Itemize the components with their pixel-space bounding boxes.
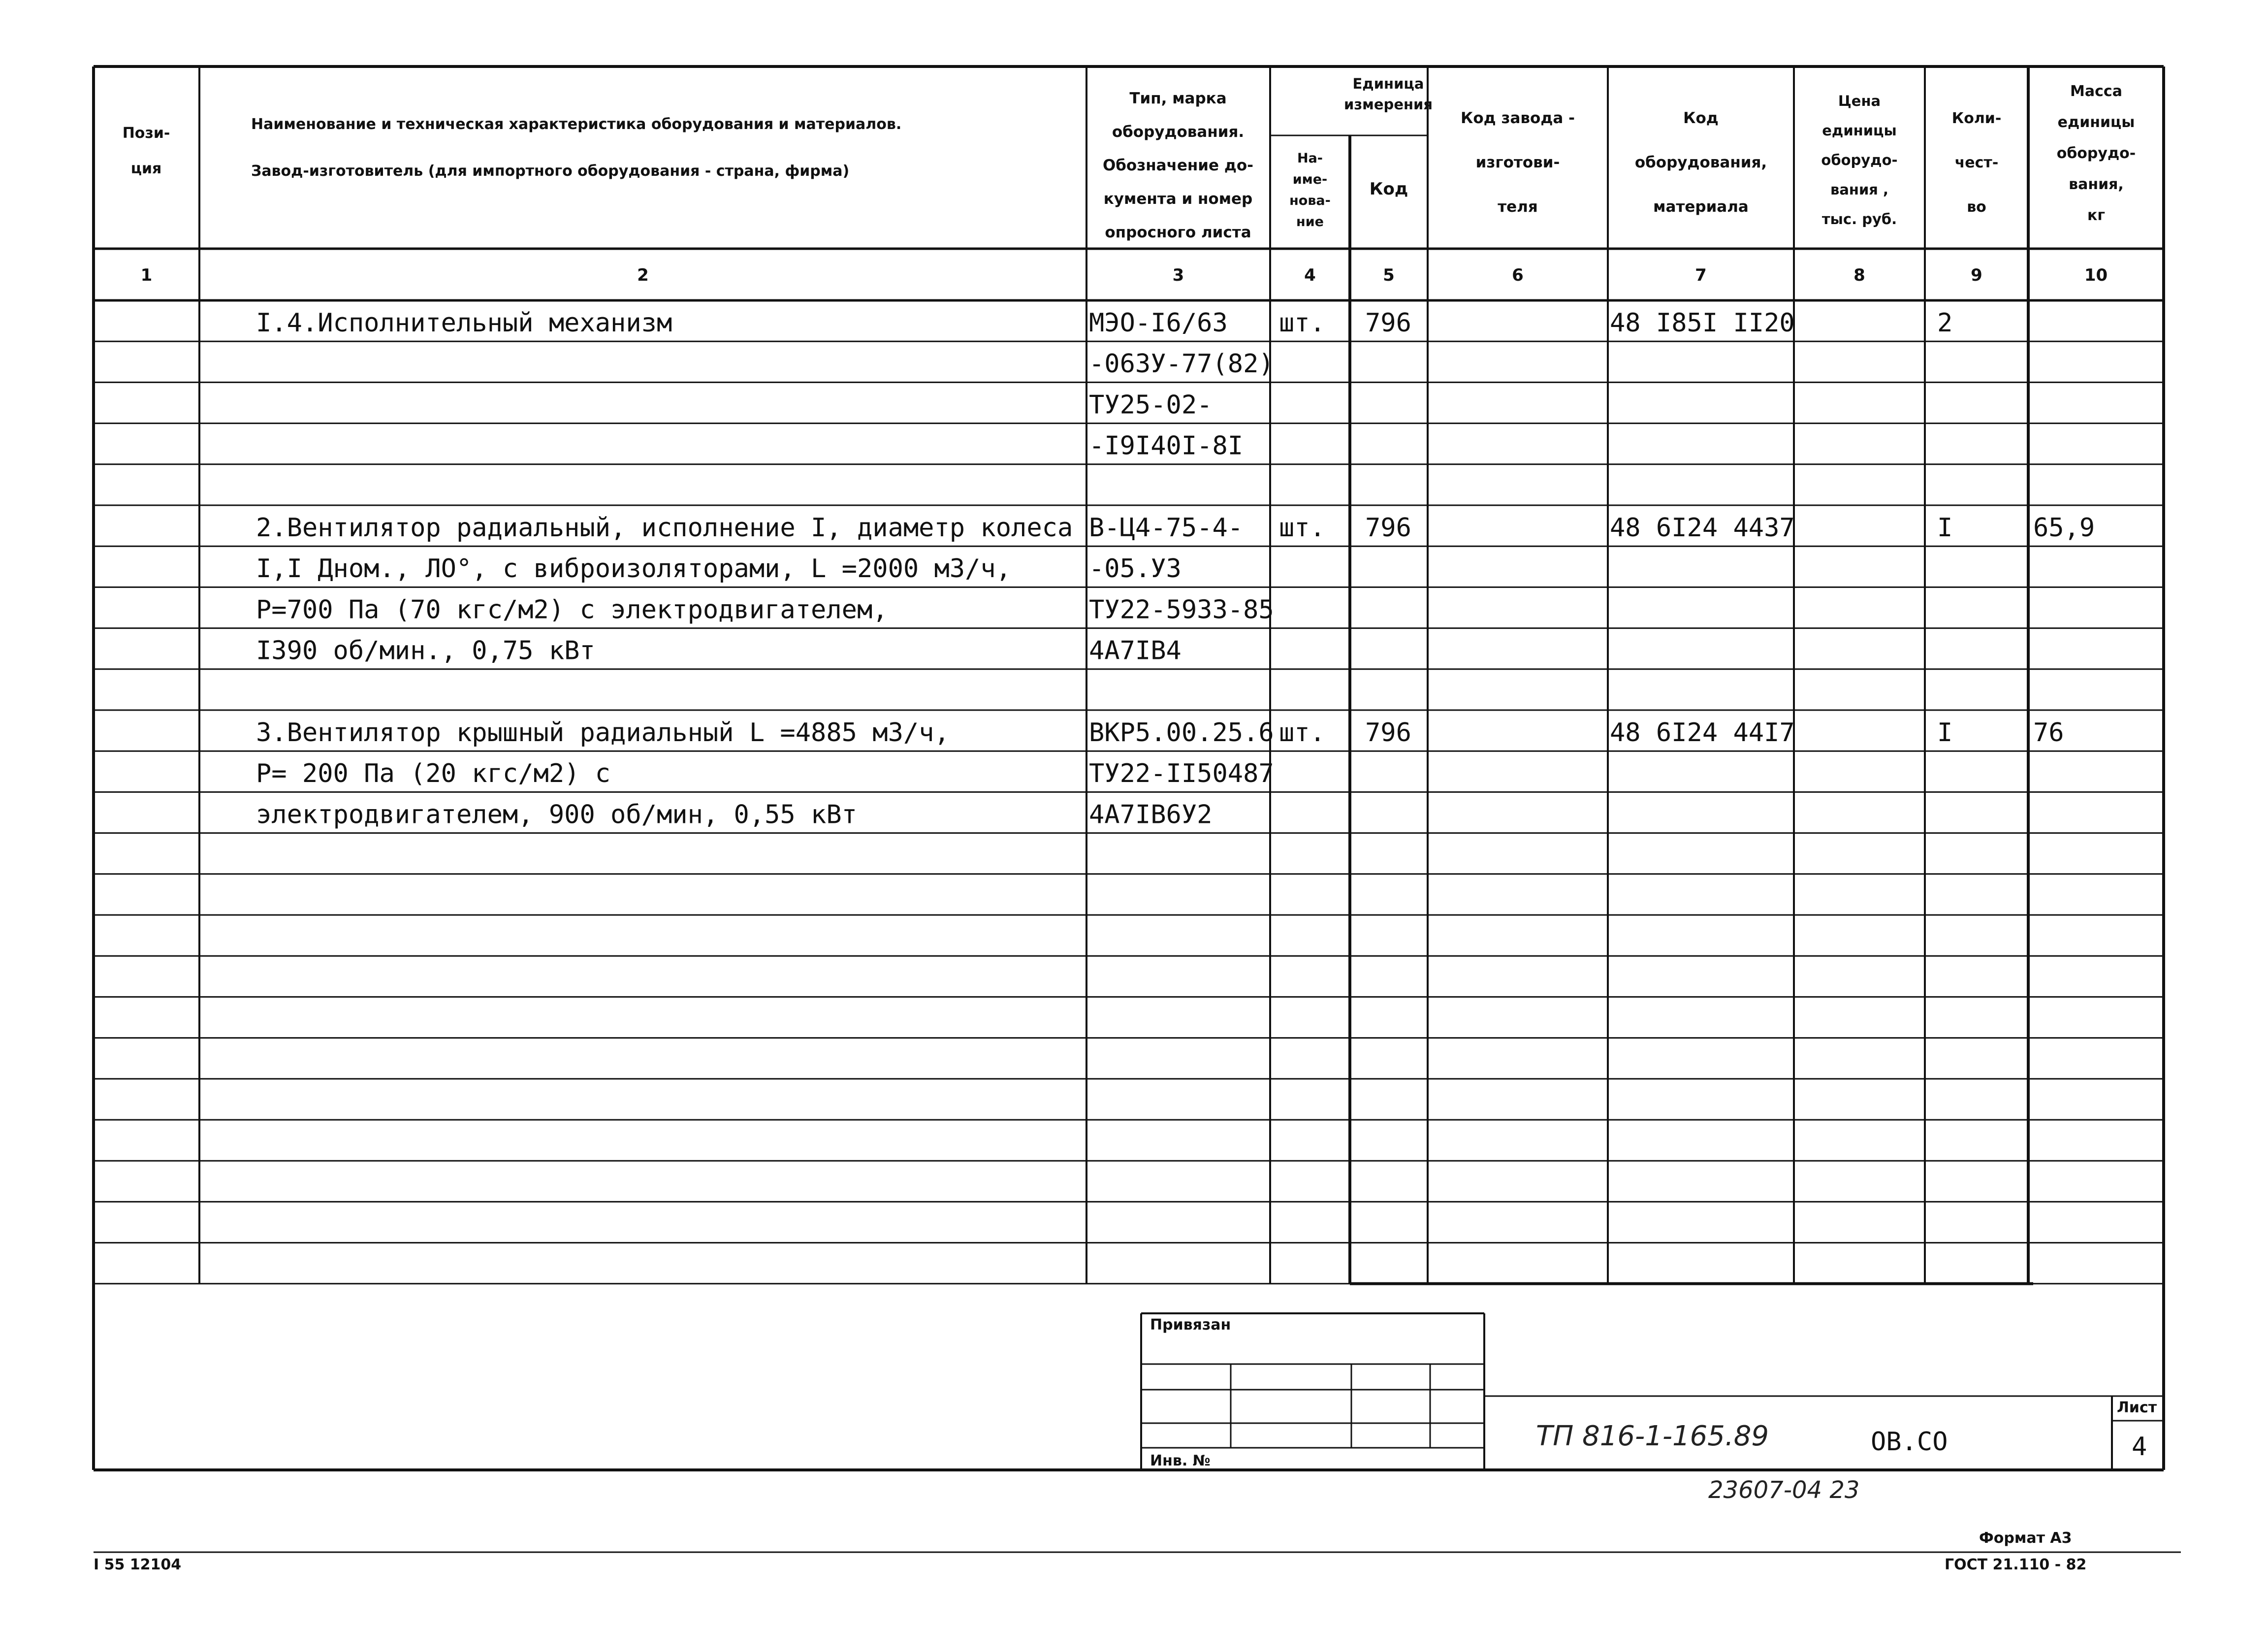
- item-type: -05.У3: [1089, 554, 1182, 584]
- header-price-line: Цена: [1838, 93, 1881, 109]
- column-number: 10: [2084, 265, 2108, 285]
- header-unit-line: Единица: [1352, 75, 1424, 92]
- header-price: [1821, 93, 1897, 228]
- item-unit-code: 796: [1365, 718, 1411, 748]
- item-type: 4А7IВ6У2: [1089, 800, 1213, 830]
- left-code: I 55 12104: [94, 1556, 182, 1573]
- column-number: 8: [1853, 265, 1865, 285]
- header-position: [123, 125, 170, 177]
- item-unit: шт.: [1279, 513, 1325, 543]
- header-type-line: кумента и номер: [1103, 190, 1253, 208]
- column-number: 7: [1695, 265, 1707, 285]
- column-number: 1: [140, 265, 153, 285]
- header-factory-code: [1461, 109, 1575, 216]
- header-mass-line: вания,: [2069, 176, 2124, 193]
- table-row: [1089, 390, 1212, 420]
- item-name: I.4.Исполнительный механизм: [256, 308, 672, 338]
- header-unit-name-line: нова-: [1289, 193, 1331, 208]
- column-number: 3: [1172, 265, 1184, 285]
- title-block: [1150, 1316, 2157, 1504]
- header-position-line: ция: [130, 160, 162, 177]
- item-type: ТУ25-02-: [1089, 390, 1213, 420]
- item-equipment-code: 48 6I24 4437: [1610, 513, 1795, 543]
- item-quantity: I: [1937, 513, 1953, 543]
- table-row: [256, 595, 1274, 624]
- header-qty-line: чест-: [1954, 154, 1999, 171]
- header-mass: [2057, 83, 2136, 224]
- column-number: 6: [1512, 265, 1524, 285]
- item-quantity: I: [1937, 718, 1953, 748]
- item-name: 3.Вентилятор крышный радиальный L =4885 м3/ч,: [256, 718, 950, 748]
- item-quantity: 2: [1937, 308, 1953, 338]
- header-price-line: оборудо-: [1821, 152, 1898, 168]
- item-name: Р= 200 Па (20 кгс/м2) с: [256, 759, 611, 789]
- header-name-line: Завод-изготовитель (для импортного оборудования - страна, фирма): [251, 163, 850, 180]
- table-row: [256, 800, 1212, 829]
- header-qty-line: во: [1967, 198, 1986, 216]
- header-position-line: Пози-: [122, 125, 170, 142]
- item-unit: шт.: [1279, 718, 1325, 748]
- item-type: В-Ц4-75-4-: [1089, 513, 1244, 543]
- sheet-number: 4: [2132, 1432, 2147, 1462]
- header-type-line: оборудования.: [1112, 123, 1245, 141]
- header-unit-name-line: ние: [1296, 214, 1324, 229]
- table-row: [1089, 431, 1243, 461]
- document-code: ТП 816-1-165.89: [1536, 1420, 1769, 1452]
- header-price-line: тыс. руб.: [1821, 211, 1897, 228]
- table-row: [1089, 349, 1274, 379]
- header-name: [251, 116, 901, 180]
- table-row: [256, 718, 2064, 748]
- header-unit-name: [1289, 151, 1331, 229]
- inv-no-label: Инв. №: [1150, 1452, 1211, 1469]
- header-type-line: Тип, марка: [1129, 90, 1227, 107]
- header-equipment-code-line: оборудования,: [1634, 154, 1767, 171]
- item-equipment-code: 48 6I24 44I7: [1610, 718, 1795, 748]
- header-unit-code: [1370, 179, 1408, 199]
- format-label: Формат А3: [1979, 1530, 2072, 1547]
- header-mass-line: кг: [2087, 207, 2106, 224]
- item-name: электродвигателем, 900 об/мин, 0,55 кВт: [256, 800, 857, 830]
- item-name: 2.Вентилятор радиальный, исполнение I, диаметр колеса: [256, 513, 1073, 543]
- privyazan-label: Привязан: [1150, 1316, 1231, 1334]
- table-row: [256, 554, 1182, 584]
- header-type: [1103, 90, 1253, 241]
- header-mass-line: Масса: [2070, 83, 2122, 100]
- handwritten-number: 23607-04 23: [1708, 1476, 1860, 1504]
- header-unit-line: измерения: [1344, 96, 1433, 113]
- header-mass-line: оборудо-: [2056, 145, 2136, 162]
- column-number: 9: [1971, 265, 1982, 285]
- item-type: -I9I40I-8I: [1089, 431, 1244, 461]
- header-price-line: единицы: [1822, 122, 1897, 139]
- column-number: 5: [1383, 265, 1395, 285]
- header-price-line: вания ,: [1830, 181, 1889, 198]
- table-row: [256, 513, 2095, 543]
- table-row: [256, 636, 1182, 666]
- header-mass-line: единицы: [2057, 114, 2135, 131]
- item-name: I390 об/мин., 0,75 кВт: [256, 636, 595, 666]
- header-type-line: Обозначение до-: [1102, 157, 1254, 174]
- item-type: ВКР5.00.25.6: [1089, 718, 1274, 748]
- item-type: -063У-77(82): [1089, 349, 1274, 379]
- sheet-label: Лист: [2117, 1399, 2157, 1416]
- header-unit-name-line: На-: [1297, 151, 1323, 166]
- column-number: 4: [1304, 265, 1316, 285]
- item-unit: шт.: [1279, 308, 1325, 338]
- header-factory-code-line: Код завода -: [1461, 109, 1575, 127]
- item-name: Р=700 Па (70 кгс/м2) с электродвигателем,: [256, 595, 888, 625]
- header-equipment-code-line: материала: [1653, 198, 1749, 216]
- item-name: I,I Дном., ЛО°, с виброизоляторами, L =2000 м3/ч,: [256, 554, 1012, 584]
- item-mass: 65,9: [2033, 513, 2095, 543]
- item-equipment-code: 48 I85I II20: [1610, 308, 1795, 338]
- header-equipment-code: [1635, 109, 1767, 216]
- header-factory-code-line: теля: [1498, 198, 1538, 216]
- header-name-line: Наименование и техническая характеристика оборудования и материалов.: [251, 116, 902, 133]
- item-unit-code: 796: [1365, 513, 1411, 543]
- item-type: ТУ22-II50487: [1089, 759, 1274, 789]
- item-unit-code: 796: [1365, 308, 1411, 338]
- header-qty: [1952, 110, 2002, 216]
- table-row: [256, 308, 1952, 338]
- item-type: 4А7IВ4: [1089, 636, 1182, 666]
- gost-label: ГОСТ 21.110 - 82: [1945, 1556, 2087, 1573]
- header-equipment-code-line: Код: [1683, 109, 1719, 127]
- header-unit-code-line: Код: [1369, 179, 1408, 199]
- item-type: ТУ22-5933-85: [1089, 595, 1274, 625]
- column-number-row: [141, 265, 2108, 285]
- column-number: 2: [637, 265, 649, 285]
- header-unit-name-line: име-: [1292, 172, 1328, 187]
- table-header: [123, 75, 2136, 241]
- document-suffix: ОВ.СО: [1871, 1427, 1948, 1457]
- header-unit: [1344, 75, 1433, 113]
- item-type: МЭО-I6/63: [1089, 308, 1228, 338]
- header-type-line: опросного листа: [1105, 224, 1251, 241]
- table-row: [256, 759, 1274, 788]
- header-qty-line: Коли-: [1951, 110, 2002, 127]
- item-mass: 76: [2033, 718, 2064, 748]
- header-factory-code-line: изготови-: [1475, 154, 1560, 171]
